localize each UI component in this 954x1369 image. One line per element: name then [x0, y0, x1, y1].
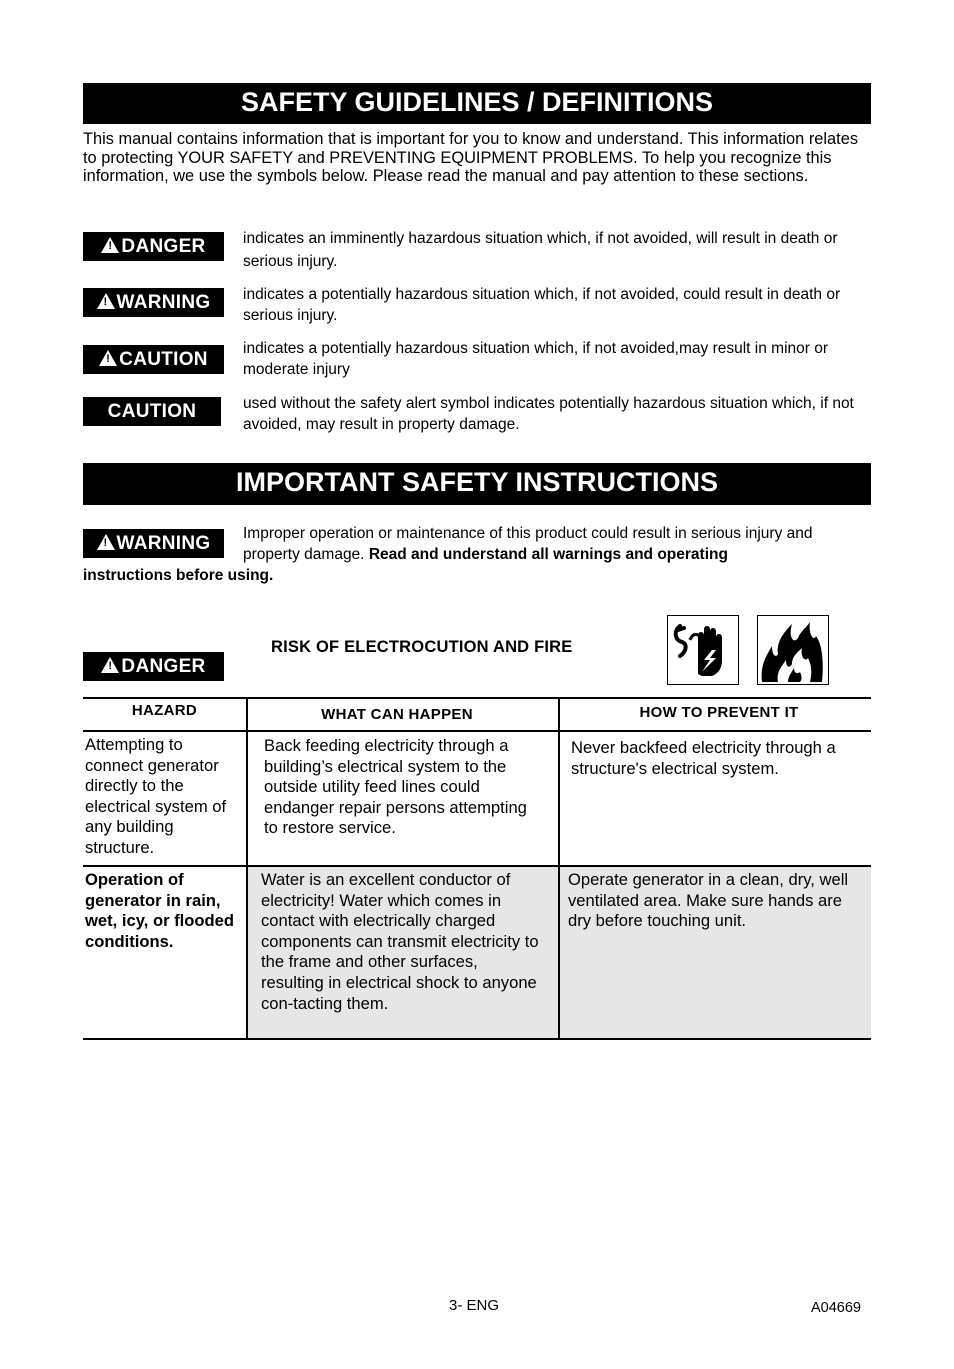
warning-block-plain: Improper operation or maintenance of this product could result in serious injury and property damage. [243, 525, 813, 563]
warning-definition: indicates a potentially hazardous situation which, if not avoided, could result in death or serious injury. [243, 286, 841, 324]
caution-badge [83, 345, 224, 374]
section-banner-instructions: IMPORTANT SAFETY INSTRUCTIONS [83, 463, 871, 505]
caution-label: CAUTION [119, 349, 208, 370]
section-banner-guidelines: SAFETY GUIDELINES / DEFINITIONS [83, 83, 871, 124]
fire-hazard-icon [757, 615, 829, 685]
warning-label: WARNING [116, 292, 211, 313]
header-how-to-prevent: HOW TO PREVENT IT [639, 704, 799, 721]
row2-prevent: Operate generator in a clean, dry, well ventilated area. Make sure hands are dry before touching unit. [568, 870, 849, 931]
safety-alert-icon [97, 534, 115, 550]
warning-block-text [243, 523, 868, 565]
warning-block-badge [83, 529, 224, 558]
danger-section-badge [83, 652, 224, 681]
warning-block-bold-1: Read and understand all warnings and operating [368, 546, 728, 563]
header-what-can-happen: WHAT CAN HAPPEN [321, 706, 473, 723]
row2-hazard: Operation of generator in rain, wet, icy, or flooded conditions. [85, 870, 235, 951]
row2-happen: Water is an excellent conductor of electricity! Water which comes in contact with electrically charged components can transmit electricity to the frame and other surfaces, resulting in electrical shock to anyone con-tacting them. [261, 870, 539, 1013]
warning-badge [83, 288, 224, 317]
table-bottom-rule [83, 1038, 871, 1040]
safety-alert-icon [99, 350, 117, 366]
row1-hazard: Attempting to connect generator directly to the electrical system of any building structure. [85, 735, 227, 857]
intro-paragraph: This manual contains information that is important for you to know and understand. This information relates to protecting YOUR SAFETY and PREVENTING EQUIPMENT PROBLEMS. To help you recognize this information, we use the symbols below. Please read the manual and pay attention to these sections. [83, 130, 859, 186]
header-hazard: HAZARD [131, 702, 198, 719]
warning-block-bold-2: instructions before using. [83, 567, 274, 584]
risk-title: RISK OF ELECTROCUTION AND FIRE [271, 638, 573, 656]
danger-label: DANGER [121, 236, 206, 257]
caution-no-symbol-label: CAUTION [107, 401, 197, 422]
document-code: A04669 [811, 1300, 861, 1316]
danger-badge [83, 232, 224, 261]
page-number: 3- ENG [449, 1297, 500, 1314]
safety-alert-icon [101, 237, 119, 253]
danger-section-label: DANGER [121, 656, 206, 677]
danger-definition: indicates an imminently hazardous situation which, if not avoided, will result in death or serious injury. [243, 230, 838, 270]
caution-no-symbol-definition: used without the safety alert symbol indicates potentially hazardous situation which, if not avoided, may result in property damage. [243, 395, 854, 433]
electrocution-hazard-icon [667, 615, 739, 685]
table-header-rule [83, 730, 871, 732]
safety-alert-icon [97, 293, 115, 309]
row1-prevent: Never backfeed electricity through a structure's electrical system. [571, 738, 836, 778]
row1-happen: Back feeding electricity through a building’s electrical system to the outside utility feed lines could endanger repair persons attempting to restore service. [264, 736, 527, 838]
safety-alert-icon [101, 657, 119, 673]
table-top-rule [83, 697, 871, 699]
caution-no-symbol-badge [83, 397, 221, 426]
warning-block-label: WARNING [116, 533, 211, 554]
caution-definition: indicates a potentially hazardous situation which, if not avoided,may result in minor or moderate injury [243, 340, 829, 378]
